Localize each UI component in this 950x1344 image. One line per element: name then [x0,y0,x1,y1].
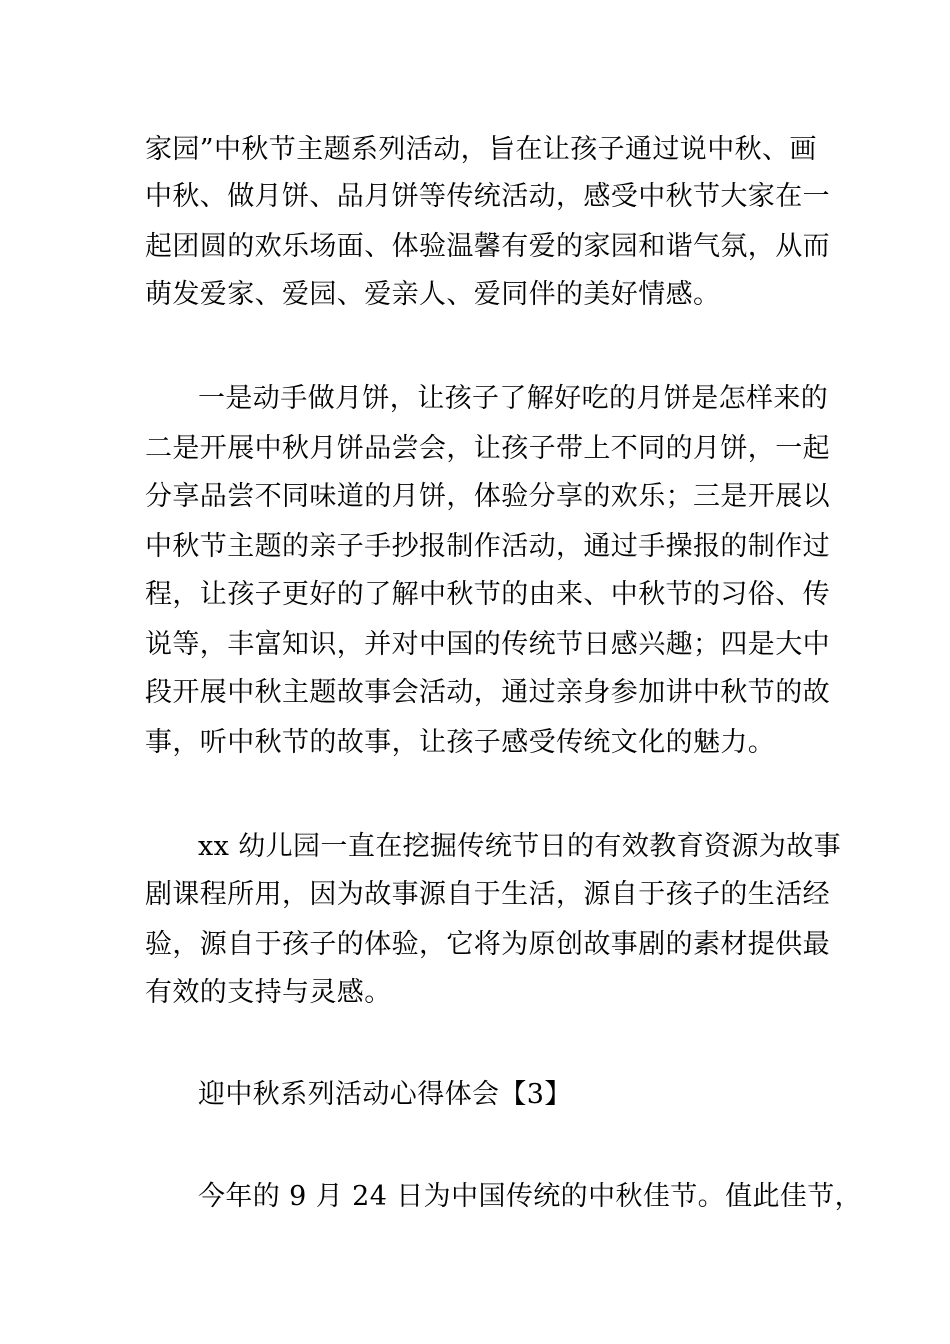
paragraph-4-line-1: 今年的 9 月 24 日为中国传统的中秋佳节。值此佳节， [198,1181,863,1212]
paragraph-1-line-1: 家园”中秋节主题系列活动，旨在让孩子通过说中秋、画 [145,134,817,165]
paragraph-3-line-1: xx 幼儿园一直在挖掘传统节日的有效教育资源为故事 [198,831,842,862]
paragraph-2-line-6: 说等，丰富知识，并对中国的传统节日感兴趣；四是大中 [145,629,830,660]
paragraph-2-line-4: 中秋节主题的亲子手抄报制作活动，通过手操报的制作过 [145,531,830,562]
paragraph-1-line-2: 中秋、做月饼、品月饼等传统活动，感受中秋节大家在一 [145,181,830,212]
paragraph-3-line-3: 验，源自于孩子的体验，它将为原创故事剧的素材提供最 [145,929,830,960]
paragraph-2-line-3: 分享品尝不同味道的月饼，体验分享的欢乐；三是开展以 [145,481,830,512]
paragraph-1-line-3: 起团圆的欢乐场面、体验温馨有爱的家园和谐气氛，从而 [145,231,830,262]
paragraph-3-line-2: 剧课程所用，因为故事源自于生活，源自于孩子的生活经 [145,879,830,910]
paragraph-3-line-4: 有效的支持与灵感。 [145,977,392,1008]
paragraph-2-line-8: 事，听中秋节的故事，让孩子感受传统文化的魅力。 [145,727,776,758]
paragraph-2-line-1: 一是动手做月饼，让孩子了解好吃的月饼是怎样来的 [198,383,829,414]
paragraph-2-line-5: 程，让孩子更好的了解中秋节的由来、中秋节的习俗、传 [145,579,830,610]
paragraph-2-line-2: 二是开展中秋月饼品尝会，让孩子带上不同的月饼，一起 [145,433,830,464]
paragraph-1-line-4: 萌发爱家、爱园、爱亲人、爱同伴的美好情感。 [145,279,721,310]
section-heading: 迎中秋系列活动心得体会【3】 [198,1079,572,1110]
paragraph-2-line-7: 段开展中秋主题故事会活动，通过亲身参加讲中秋节的故 [145,677,830,708]
